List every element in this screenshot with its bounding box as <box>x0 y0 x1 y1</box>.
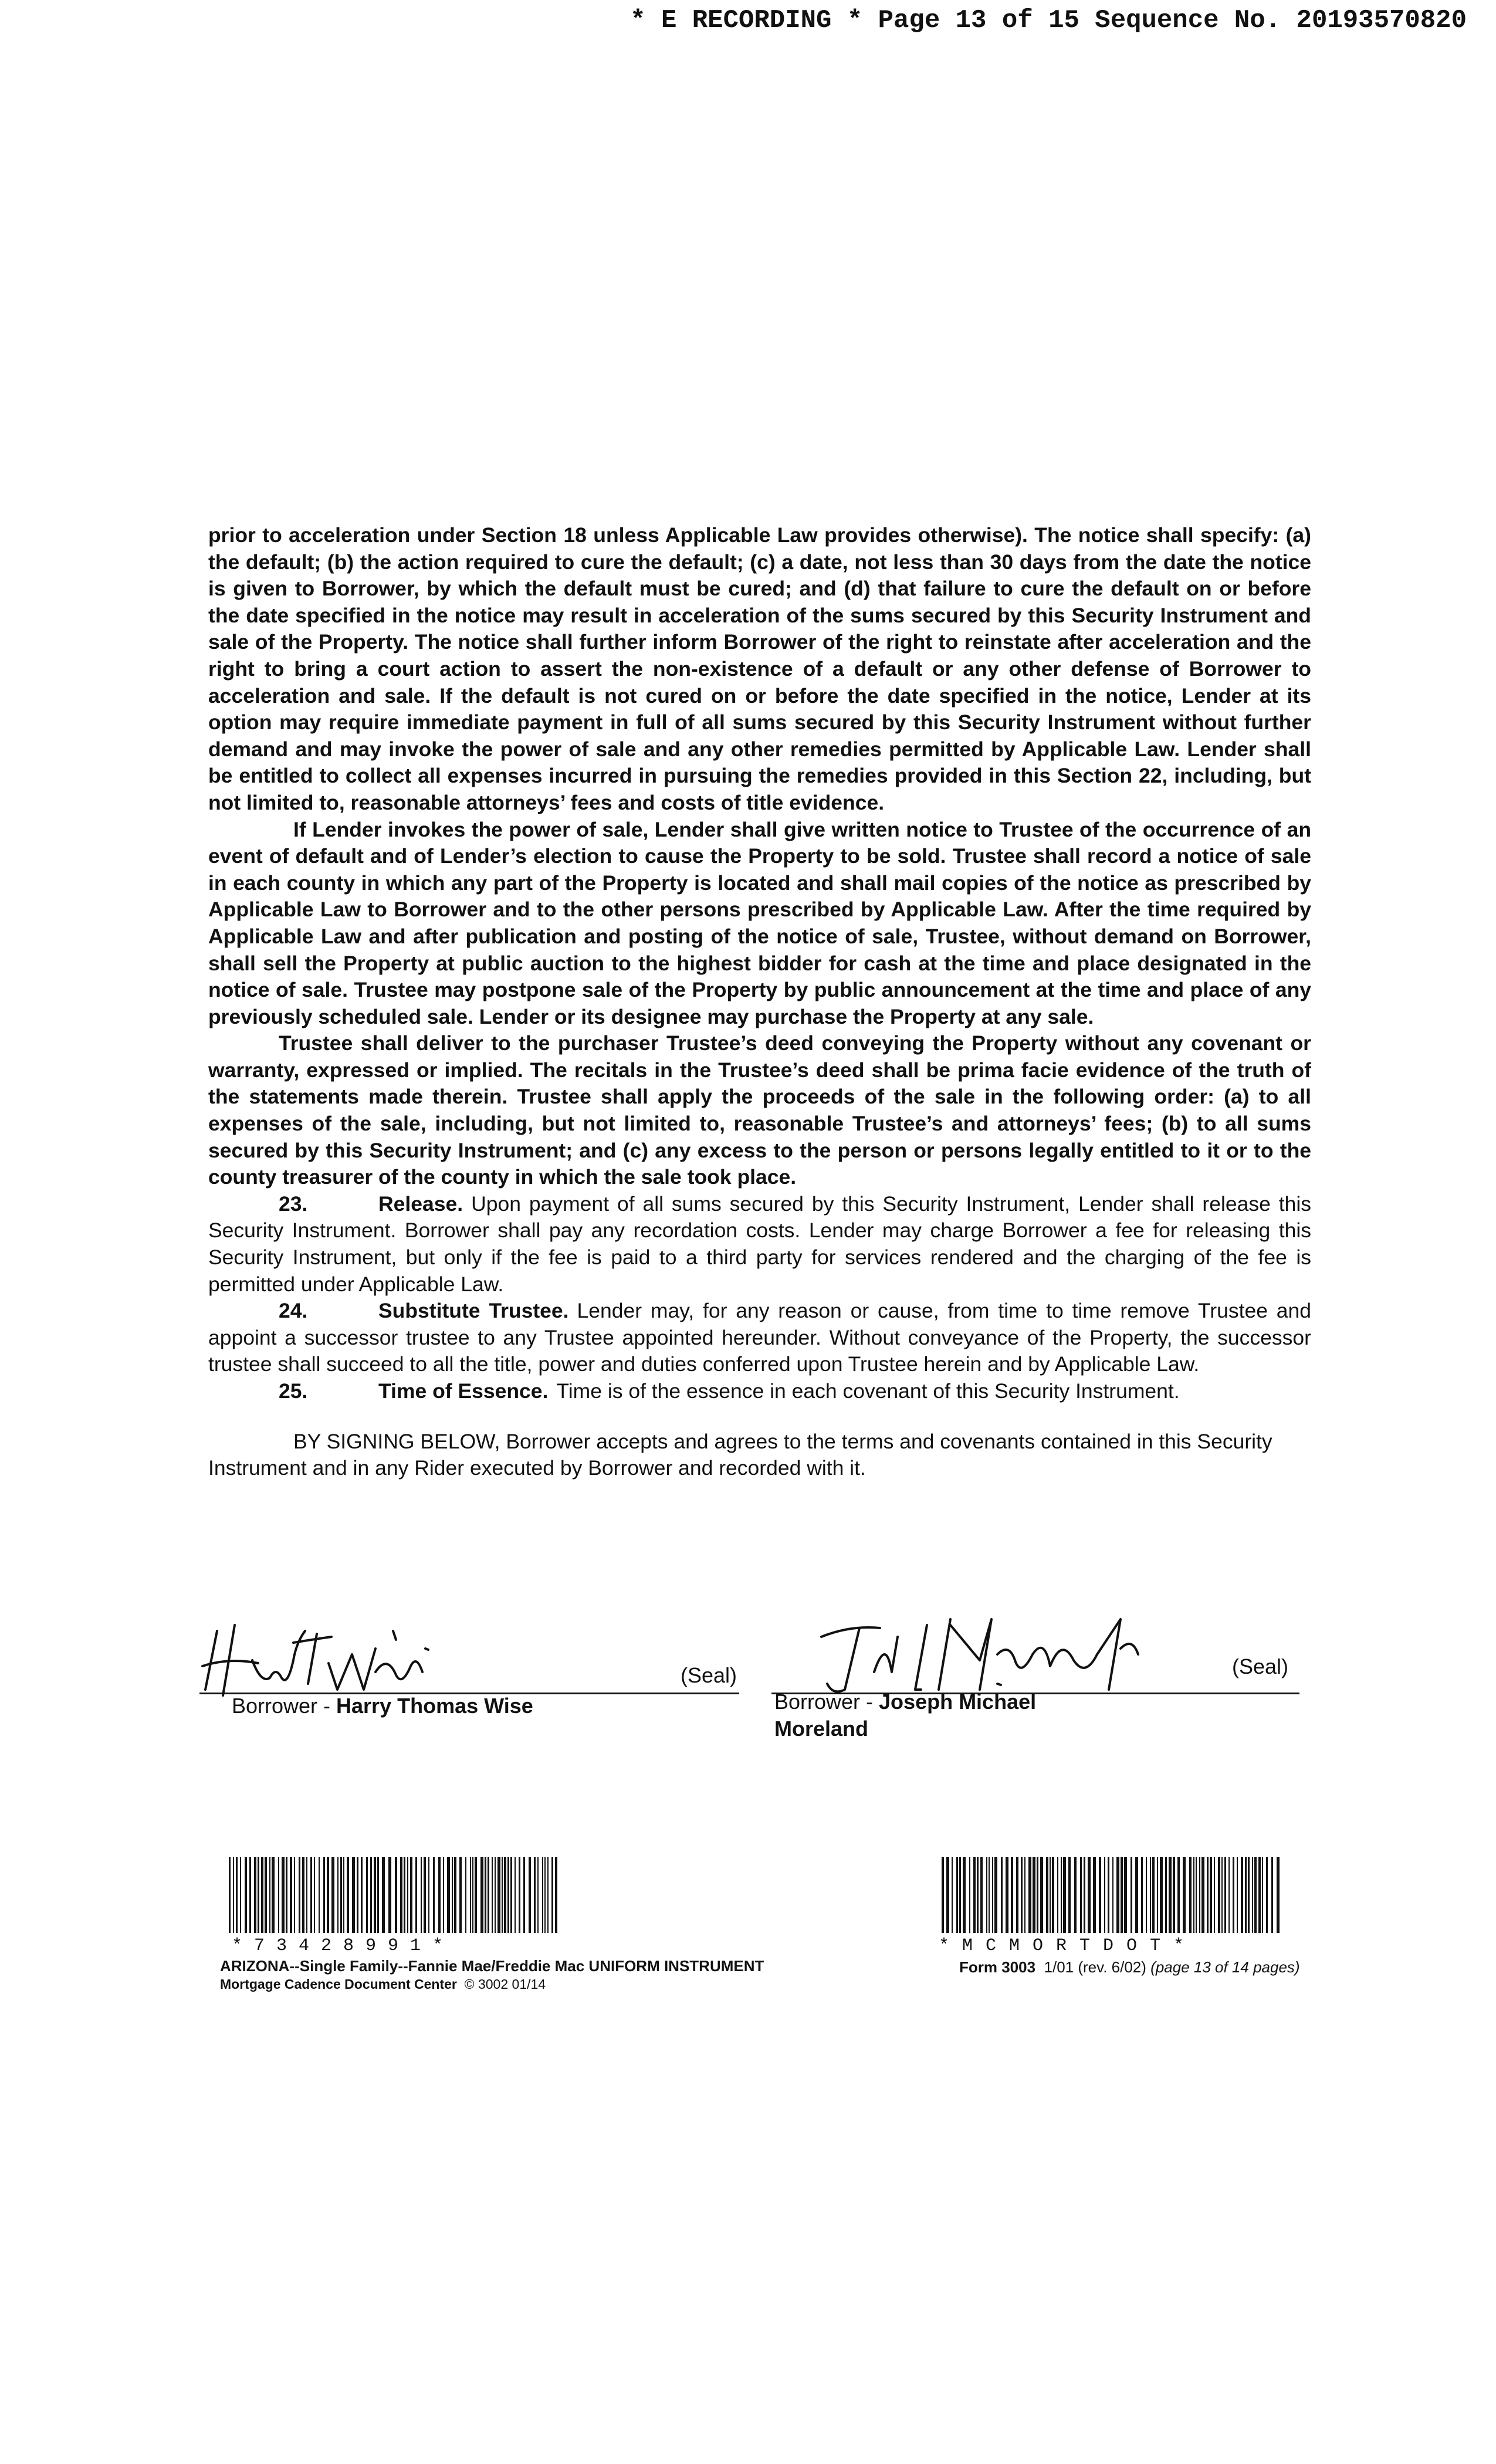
barcode-bar <box>495 1857 496 1933</box>
barcode-bar <box>515 1857 516 1933</box>
barcode-bar <box>377 1857 379 1933</box>
barcode-bar <box>963 1857 966 1933</box>
barcode-bar <box>272 1857 275 1933</box>
barcode-bar <box>507 1857 509 1933</box>
barcode-bar <box>1108 1857 1109 1933</box>
barcode-bar <box>294 1857 295 1933</box>
barcode-bar <box>299 1857 300 1933</box>
barcode-bar <box>1199 1857 1200 1933</box>
barcode-bar <box>1116 1857 1119 1933</box>
barcode-bar <box>523 1857 525 1933</box>
barcode-bar <box>480 1857 483 1933</box>
barcode-bar <box>465 1857 466 1933</box>
barcode-bar <box>331 1857 334 1933</box>
barcode-bar <box>1169 1857 1172 1933</box>
barcode-bar <box>1011 1857 1013 1933</box>
barcode-bar <box>1233 1857 1234 1933</box>
barcode-bar <box>421 1857 422 1933</box>
numbered-sections <box>208 1191 1311 1405</box>
barcode-bar <box>407 1857 408 1933</box>
signature-harry-thomas-wise <box>194 1607 463 1701</box>
section-22-continued <box>208 522 1311 1191</box>
barcode-bar <box>1001 1857 1003 1933</box>
barcode-bar <box>240 1857 241 1933</box>
barcode-bar <box>1183 1857 1186 1933</box>
barcode-bar <box>475 1857 477 1933</box>
barcode-bar <box>410 1857 412 1933</box>
form-number: Form 3003 <box>959 1958 1036 1976</box>
barcode-bar <box>1248 1857 1250 1933</box>
barcode-bar <box>249 1857 251 1933</box>
barcode-bar <box>428 1857 429 1933</box>
barcode-bar <box>1201 1857 1204 1933</box>
barcode-bar <box>343 1857 344 1933</box>
barcode-bar <box>1061 1857 1062 1933</box>
barcode-bar <box>1150 1857 1151 1933</box>
barcode-bar <box>1218 1857 1220 1933</box>
form-number-block <box>959 1958 1300 1976</box>
barcode-bar <box>314 1857 315 1933</box>
section-24 <box>208 1298 1311 1378</box>
barcode-bar <box>382 1857 385 1933</box>
barcode-bar <box>290 1857 292 1933</box>
barcode-bar <box>946 1857 949 1933</box>
barcode-bar <box>969 1857 970 1933</box>
barcode-bar <box>1124 1857 1127 1933</box>
barcode-bar <box>404 1857 405 1933</box>
barcode-bar <box>286 1857 287 1933</box>
barcode-bar <box>492 1857 493 1933</box>
barcode-right-text: *MCMORTDOT* <box>939 1936 1197 1956</box>
barcode-bar <box>337 1857 339 1933</box>
section-number: 25. <box>279 1379 308 1403</box>
form-identifier <box>220 1957 764 1993</box>
borrower-role: Borrower - <box>774 1690 879 1714</box>
barcode-bar <box>443 1857 444 1933</box>
section-number: 24. <box>279 1299 308 1323</box>
barcode-bar <box>1224 1857 1226 1933</box>
barcode-bar <box>1063 1857 1066 1933</box>
barcode-bar <box>485 1857 486 1933</box>
barcode-left <box>229 1857 563 1936</box>
borrower-label-1 <box>232 1693 533 1720</box>
barcode-bar <box>1207 1857 1209 1933</box>
barcode-bar <box>1214 1857 1215 1933</box>
document-body <box>208 522 1311 1482</box>
signature-joseph-michael-moreland <box>804 1602 1179 1701</box>
barcode-bar <box>1052 1857 1054 1933</box>
barcode-bar <box>357 1857 358 1933</box>
barcode-bar <box>1006 1857 1008 1933</box>
barcode-bar <box>459 1857 462 1933</box>
section-text: Time is of the essence in each covenant of this Security Instrument. <box>556 1379 1180 1403</box>
barcode-bar <box>959 1857 961 1933</box>
barcode-bar <box>1277 1857 1280 1933</box>
borrower-name: Harry Thomas Wise <box>336 1694 533 1718</box>
barcode-bar <box>1196 1857 1197 1933</box>
barcode-bar <box>1189 1857 1192 1933</box>
seal-label-2: (Seal) <box>1232 1654 1289 1678</box>
barcode-bar <box>1146 1857 1147 1933</box>
barcode-bar <box>1121 1857 1123 1933</box>
barcode-bar <box>388 1857 391 1933</box>
section-title: Substitute Trustee. <box>378 1299 569 1323</box>
barcode-bar <box>1271 1857 1273 1933</box>
barcode-bar <box>1252 1857 1253 1933</box>
barcode-bar <box>980 1857 983 1933</box>
barcode-bar <box>942 1857 944 1933</box>
barcode-bar <box>1258 1857 1261 1933</box>
barcode-bar <box>472 1857 473 1933</box>
barcode-bar <box>994 1857 997 1933</box>
borrower-name: Joseph Michael Moreland <box>774 1690 1037 1741</box>
paragraph-power-of-sale: If Lender invokes the power of sale, Lender shall give written notice to Trustee of the occurrence of an event of default and of Lender’s election to cause the Property to be sold. Trustee shall record a notice of sale in each county in which any part of the Property is located and shall mail copies of the notice as prescribed by Applicable Law to Borrower and to the other persons prescribed by Applicable Law. After the time required by Applicable Law and after publication and posting of the notice of sale, Trustee, without demand on Borrower, shall sell the Property at public auction to the highest bidder for cash at the time and place designated in the notice of sale. Trustee may postpone sale of the Property by public announcement at the time and place of any previously scheduled sale. Lender or its designee may purchase the Property at any sale. <box>208 817 1311 1028</box>
barcode-bar <box>424 1857 426 1933</box>
barcode-bar <box>1165 1857 1167 1933</box>
barcode-bar <box>1254 1857 1257 1933</box>
barcode-bar <box>1050 1857 1051 1933</box>
barcode-bar <box>952 1857 953 1933</box>
barcode-bar <box>470 1857 471 1933</box>
barcode-bar <box>534 1857 536 1933</box>
barcode-bar <box>973 1857 976 1933</box>
barcode-bar <box>1141 1857 1143 1933</box>
barcode-bar <box>438 1857 441 1933</box>
barcode-bar <box>1024 1857 1025 1933</box>
barcode-bar <box>1157 1857 1158 1933</box>
section-text: Lender may, for any reason or cause, from time to time remove Trustee and appoint a successor trustee to any Trustee appointed hereunder. Without conveyance of the Property, the successor trustee shall succeed to all the title, power and duties conferred upon Trustee herein and by Applicable Law. <box>208 1299 1312 1376</box>
barcode-bar <box>454 1857 456 1933</box>
barcode-bar <box>547 1857 549 1933</box>
barcode-bar <box>992 1857 993 1933</box>
barcode-bar <box>261 1857 263 1933</box>
barcode-bar <box>400 1857 402 1933</box>
barcode-bar <box>1084 1857 1085 1933</box>
barcode-bar <box>327 1857 329 1933</box>
barcode-left-text: *73428991* <box>232 1936 455 1956</box>
signing-statement <box>208 1429 1311 1482</box>
barcode-bar <box>1173 1857 1175 1933</box>
barcode-right <box>942 1857 1285 1936</box>
barcode-bar <box>370 1857 372 1933</box>
barcode-bar <box>340 1857 342 1933</box>
section-23 <box>208 1191 1311 1298</box>
barcode-bar <box>1241 1857 1243 1933</box>
barcode-bar <box>986 1857 987 1933</box>
barcode-bar <box>1221 1857 1223 1933</box>
barcode-bar <box>989 1857 990 1933</box>
barcode-bar <box>366 1857 368 1933</box>
barcode-bar <box>1228 1857 1230 1933</box>
barcode-bar <box>1112 1857 1113 1933</box>
barcode-bar <box>236 1857 238 1933</box>
barcode-bar <box>529 1857 531 1933</box>
barcode-bar <box>258 1857 259 1933</box>
barcode-bar <box>542 1857 543 1933</box>
barcode-bar <box>352 1857 355 1933</box>
form-date: 1/01 (rev. 6/02) <box>1044 1958 1146 1976</box>
barcode-bar <box>1016 1857 1018 1933</box>
recording-header: * E RECORDING * Page 13 of 15 Sequence No. 20193570820 <box>630 6 1467 35</box>
barcode-bar <box>1033 1857 1035 1933</box>
barcode-bar <box>1040 1857 1043 1933</box>
publisher-code: © 3002 01/14 <box>464 1976 546 1992</box>
barcode-bar <box>265 1857 267 1933</box>
barcode-bar <box>1262 1857 1263 1933</box>
barcode-bar <box>537 1857 539 1933</box>
barcode-bar <box>374 1857 376 1933</box>
barcode-bar <box>1135 1857 1138 1933</box>
barcode-bar <box>1057 1857 1058 1933</box>
page-info: (page 13 of 14 pages) <box>1150 1958 1300 1976</box>
publisher-name: Mortgage Cadence Document Center <box>220 1976 457 1992</box>
barcode-bar <box>1080 1857 1082 1933</box>
paragraph-acceleration-notice: prior to acceleration under Section 18 unless Applicable Law provides otherwise). The notice shall specify: (a) the default; (b) the action required to cure the default; (c) a date, not less than 30 days from the date the notice is given to Borrower, by which the default must be cured; and (d) that failure to cure the default on or before the date specified in the notice may result in acceleration of the sums secured by this Security Instrument and sale of the Property. The notice shall further inform Borrower of the right to reinstate after acceleration and the right to bring a court action to assert the non-existence of a default or any other defense of Borrower to acceleration and sale. If the default is not cured on or before the date specified in the notice, Lender at its option may require immediate payment in full of all sums secured by this Security Instrument without further demand and may invoke the power of sale and any other remedies permitted by Applicable Law. Lender shall be entitled to collect all expenses incurred in pursuing the remedies provided in this Section 22, including, but not limited to, reasonable attorneys’ fees and costs of title evidence. <box>208 523 1311 814</box>
barcode-bar <box>361 1857 363 1933</box>
barcode-bar <box>1210 1857 1212 1933</box>
barcode-bar <box>1028 1857 1031 1933</box>
barcode-bar <box>1068 1857 1071 1933</box>
borrower-role: Borrower - <box>232 1694 337 1718</box>
seal-label-1: (Seal) <box>681 1663 737 1687</box>
borrower-label-2 <box>774 1688 1103 1742</box>
barcode-bar <box>1037 1857 1038 1933</box>
section-number: 23. <box>279 1192 308 1216</box>
barcode-bar <box>1131 1857 1132 1933</box>
barcode-bar <box>497 1857 500 1933</box>
barcode-bar <box>510 1857 512 1933</box>
barcode-bar <box>1152 1857 1155 1933</box>
barcode-bar <box>282 1857 285 1933</box>
barcode-bar <box>1104 1857 1105 1933</box>
barcode-bar <box>555 1857 557 1933</box>
barcode-bar <box>1266 1857 1268 1933</box>
barcode-bar <box>1099 1857 1101 1933</box>
barcode-bar <box>1237 1857 1238 1933</box>
barcode-bar <box>1245 1857 1247 1933</box>
section-title: Release. <box>378 1192 463 1216</box>
barcode-bar <box>544 1857 546 1933</box>
barcode-bar <box>1074 1857 1077 1933</box>
barcode-bar <box>1177 1857 1180 1933</box>
barcode-bar <box>415 1857 417 1933</box>
form-title: ARIZONA--Single Family--Fannie Mae/Freddie Mac UNIFORM INSTRUMENT <box>220 1957 764 1975</box>
barcode-bar <box>1160 1857 1163 1933</box>
barcode-bar <box>306 1857 307 1933</box>
barcode-bar <box>310 1857 312 1933</box>
barcode-bar <box>347 1857 349 1933</box>
barcode-bar <box>452 1857 453 1933</box>
signing-statement-text: BY SIGNING BELOW, Borrower accepts and agrees to the terms and covenants contained in this Security Instrument and in any Rider executed by Borrower and recorded with it. <box>208 1429 1272 1480</box>
barcode-bar <box>433 1857 435 1933</box>
barcode-bar <box>323 1857 325 1933</box>
barcode-bar <box>278 1857 279 1933</box>
barcode-bar <box>447 1857 450 1933</box>
barcode-bar <box>504 1857 506 1933</box>
barcode-bar <box>519 1857 520 1933</box>
barcode-bar <box>1021 1857 1023 1933</box>
barcode-bar <box>551 1857 553 1933</box>
barcode-bar <box>319 1857 320 1933</box>
barcode-bar <box>229 1857 231 1933</box>
barcode-bar <box>977 1857 979 1933</box>
paragraph-trustee-deed: Trustee shall deliver to the purchaser Trustee’s deed conveying the Property without any covenant or warranty, expressed or implied. The recitals in the Trustee’s deed shall be prima facie evidence of the truth of the statements made therein. Trustee shall apply the proceeds of the sale in the following order: (a) to all expenses of the sale, including, but not limited to, reasonable Trustee’s and attorneys’ fees; (b) to all sums secured by this Security Instrument; and (c) any excess to the person or persons legally entitled to it or to the county treasurer of the county in which the sale took place. <box>208 1031 1311 1189</box>
barcode-bar <box>502 1857 503 1933</box>
barcode-bar <box>488 1857 489 1933</box>
section-title: Time of Essence. <box>378 1379 549 1403</box>
barcode-bar <box>1046 1857 1048 1933</box>
barcode-bar <box>1093 1857 1096 1933</box>
section-text: Upon payment of all sums secured by this Security Instrument, Lender shall release this Security Instrument. Borrower shall pay any recordation costs. Lender may charge Borrower a fee for releasing this Security Instrument, but only if the fee is paid to a third party for services rendered and the charging of the fee is permitted under Applicable Law. <box>208 1192 1311 1296</box>
barcode-bar <box>956 1857 958 1933</box>
barcode-bar <box>1193 1857 1194 1933</box>
barcode-bar <box>254 1857 256 1933</box>
barcode-bar <box>302 1857 304 1933</box>
barcode-bar <box>395 1857 397 1933</box>
section-25 <box>208 1378 1311 1405</box>
barcode-bar <box>233 1857 234 1933</box>
barcode-bar <box>1088 1857 1091 1933</box>
form-publisher <box>220 1975 764 1993</box>
barcode-bar <box>269 1857 270 1933</box>
barcode-bar <box>245 1857 247 1933</box>
